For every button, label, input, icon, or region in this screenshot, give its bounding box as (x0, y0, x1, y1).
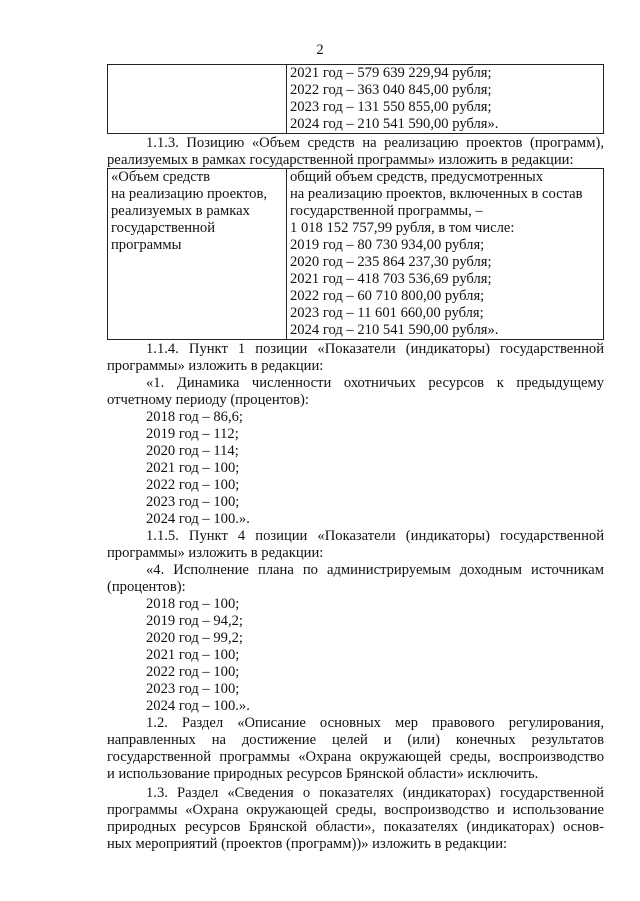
label-line: «Объем средств (111, 169, 211, 185)
label-line: на реализацию проектов, (111, 186, 267, 202)
amount-line: на реализацию проектов, включенных в состав (290, 186, 583, 202)
text-line: природных ресурсов Брянской области», показателях (индикаторах) основ- (107, 819, 604, 835)
amount-line: 2024 год – 210 541 590,00 рубля». (290, 322, 499, 338)
list-item: 2024 год – 100.». (146, 698, 250, 714)
amount-line: 2023 год – 11 601 660,00 рубля; (290, 305, 484, 321)
list-item: 2023 год – 100; (146, 494, 240, 510)
text-line: 1.2. Раздел «Описание основных мер правового регулирования, (146, 715, 604, 731)
table-cell-amounts (287, 65, 604, 134)
text-line: программы» изложить в редакции: (107, 545, 324, 561)
text-line: (процентов): (107, 579, 186, 595)
table-cell-label (108, 169, 287, 340)
page-number: 2 (316, 42, 324, 58)
text-line: «4. Исполнение плана по администрируемым доходным источникам (146, 562, 604, 578)
list-item: 2022 год – 100; (146, 664, 240, 680)
text-line: программы «Охрана окружающей среды, воспроизводство и использование (107, 802, 604, 818)
paragraph-1-3 (107, 785, 604, 853)
indicator-list-1 (146, 409, 250, 528)
text-line: ных мероприятий (проектов (программ))» изложить в редакции: (107, 836, 508, 852)
paragraph-1-1-4 (107, 341, 604, 409)
amount-line: государственной программы, – (290, 203, 483, 219)
label-line: реализуемых в рамках (111, 203, 250, 219)
text-line: реализуемых в рамках государственной программы» изложить в редакции: (107, 152, 574, 168)
amount-line: 2024 год – 210 541 590,00 рубля». (290, 116, 499, 132)
list-item: 2024 год – 100.». (146, 511, 250, 527)
amount-line: 2022 год – 363 040 845,00 рубля; (290, 82, 492, 98)
indicator-list-4 (146, 596, 250, 715)
projects-funding-table (107, 168, 604, 340)
amount-line: 2020 год – 235 864 237,30 рубля; (290, 254, 492, 270)
text-line: 1.1.4. Пункт 1 позиции «Показатели (индикаторы) государственной (146, 341, 604, 357)
text-line: направленных на достижение целей и (или) конечных результатов (107, 732, 604, 748)
text-line: 1.1.5. Пункт 4 позиции «Показатели (индикаторы) государственной (146, 528, 604, 544)
list-item: 2020 год – 99,2; (146, 630, 243, 646)
text-line: отчетному периоду (процентов): (107, 392, 309, 408)
list-item: 2023 год – 100; (146, 681, 240, 697)
text-line: 1.1.3. Позицию «Объем средств на реализацию проектов (программ), (146, 135, 604, 151)
paragraph-1-2 (107, 715, 604, 783)
label-line: государственной (111, 220, 216, 236)
text-line: программы» изложить в редакции: (107, 358, 324, 374)
text-line: 1.3. Раздел «Сведения о показателях (индикаторах) государственной (146, 785, 604, 801)
amount-line: 2023 год – 131 550 855,00 рубля; (290, 99, 492, 115)
amount-line: 2019 год – 80 730 934,00 рубля; (290, 237, 485, 253)
amount-line: 1 018 152 757,99 рубля, в том числе: (290, 220, 515, 236)
list-item: 2021 год – 100; (146, 460, 240, 476)
amount-line: 2021 год – 579 639 229,94 рубля; (290, 65, 492, 81)
list-item: 2018 год – 86,6; (146, 409, 243, 425)
list-item: 2020 год – 114; (146, 443, 239, 459)
table-cell-empty (108, 65, 287, 134)
text-line: и использование природных ресурсов Брянской области» исключить. (107, 766, 539, 782)
text-line: государственной программы «Охрана окружающей среды, воспроизводство (107, 749, 604, 765)
list-item: 2018 год – 100; (146, 596, 240, 612)
table-cell-amounts (287, 169, 604, 340)
label-line: программы (111, 237, 182, 253)
amount-line: 2021 год – 418 703 536,69 рубля; (290, 271, 492, 287)
budget-table-continuation (107, 64, 604, 134)
amount-line: 2022 год – 60 710 800,00 рубля; (290, 288, 485, 304)
text-line: «1. Динамика численности охотничьих ресурсов к предыдущему (146, 375, 604, 391)
list-item: 2021 год – 100; (146, 647, 240, 663)
paragraph-1-1-3 (107, 135, 604, 169)
list-item: 2022 год – 100; (146, 477, 240, 493)
list-item: 2019 год – 94,2; (146, 613, 243, 629)
paragraph-1-1-5 (107, 528, 604, 596)
amount-line: общий объем средств, предусмотренных (290, 169, 544, 185)
list-item: 2019 год – 112; (146, 426, 239, 442)
